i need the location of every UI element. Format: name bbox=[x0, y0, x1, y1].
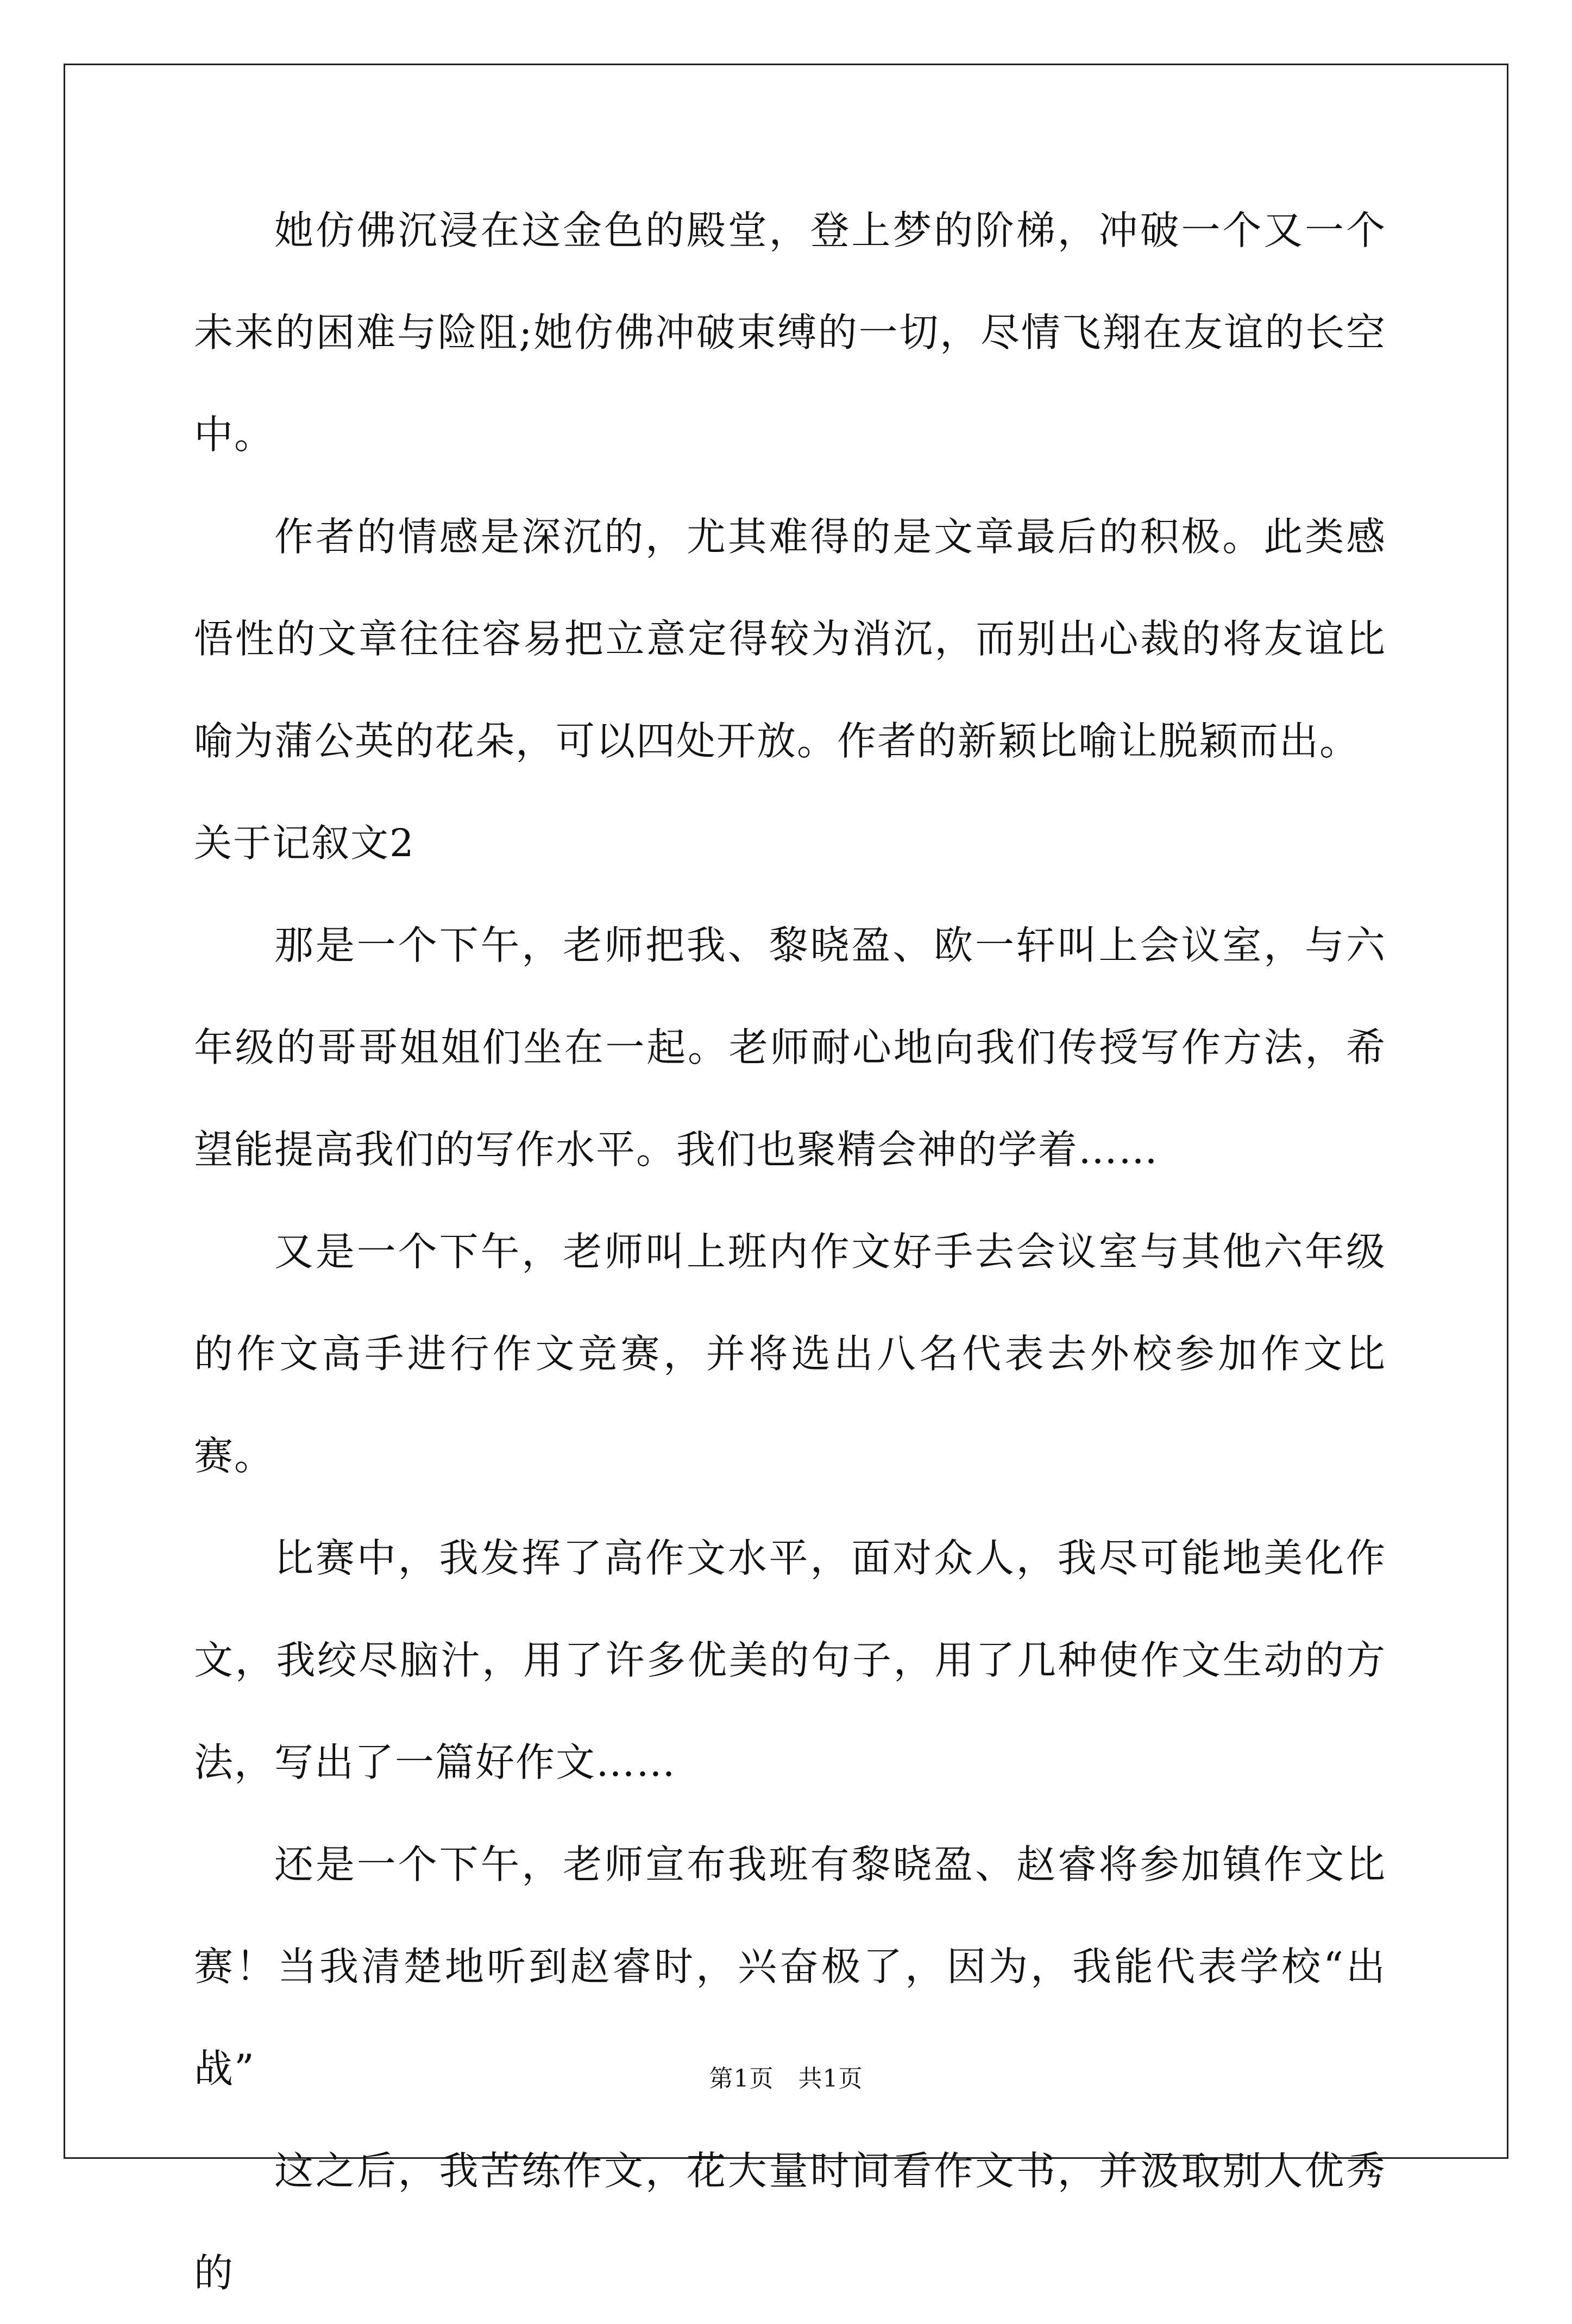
paragraph: 还是一个下午，老师宣布我班有黎晓盈、赵睿将参加镇作文比赛！当我清楚地听到赵睿时，兴奋极了，因为，我能代表学校“出战” bbox=[194, 1842, 1386, 2091]
paragraph: 作者的情感是深沉的，尤其难得的是文章最后的积极。此类感悟性的文章往往容易把立意定得较为消沉，而别出心裁的将友谊比喻为蒲公英的花朵，可以四处开放。作者的新颖比喻让脱颖而出。 bbox=[194, 514, 1386, 764]
paragraph: 比赛中，我发挥了高作文水平，面对众人，我尽可能地美化作文，我绞尽脑汁，用了许多优美的句子，用了几种使作文生动的方法，写出了一篇好作文…… bbox=[194, 1535, 1386, 1785]
paragraph: 那是一个下午，老师把我、黎晓盈、欧一轩叫上会议室，与六年级的哥哥姐姐们坐在一起。老师耐心地向我们传授写作方法，希望能提高我们的写作水平。我们也聚精会神的学着…… bbox=[194, 922, 1386, 1172]
paragraph: 又是一个下午，老师叫上班内作文好手去会议室与其他六年级的作文高手进行作文竞赛，并将选出八名代表去外校参加作文比赛。 bbox=[194, 1229, 1386, 1479]
document-body bbox=[194, 179, 1386, 2324]
paragraph: 这之后，我苦练作文，花大量时间看作文书，并汲取别人优秀的 bbox=[194, 2148, 1386, 2296]
paragraph: 她仿佛沉浸在这金色的殿堂，登上梦的阶梯，冲破一个又一个未来的困难与险阻;她仿佛冲破束缚的一切，尽情飞翔在友谊的长空中。 bbox=[194, 208, 1386, 457]
section-heading: 关于记叙文2 bbox=[194, 821, 415, 865]
page-footer: 第1页 共1页 bbox=[709, 2065, 863, 2093]
